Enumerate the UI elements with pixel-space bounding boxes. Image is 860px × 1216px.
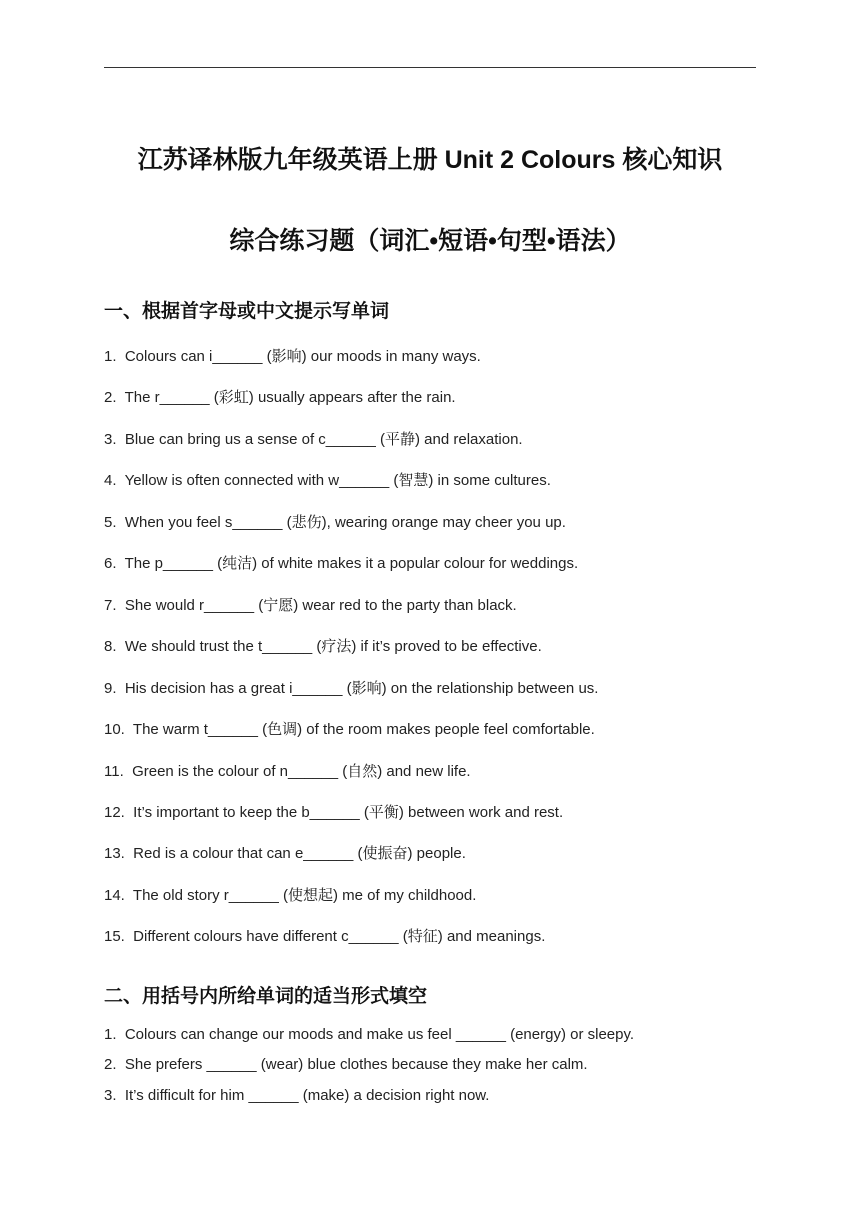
question-item: 2. The r______ (彩虹) usually appears after the rain. <box>104 389 456 406</box>
question-item: 14. The old story r______ (使想起) me of my childhood. <box>104 887 477 904</box>
question-item: 10. The warm t______ (色调) of the room makes people feel comfortable. <box>104 721 595 738</box>
question-item: 3. It’s difficult for him ______ (make) a decision right now. <box>104 1087 490 1104</box>
page-title-line-1: 江苏译林版九年级英语上册 Unit 2 Colours 核心知识 <box>137 146 723 174</box>
question-item: 15. Different colours have different c______ (特征) and meanings. <box>104 928 546 945</box>
section-1-heading: 一、根据首字母或中文提示写单词 <box>104 301 390 322</box>
page-title-line-2: 综合练习题（词汇•短语•句型•语法） <box>229 227 631 255</box>
question-item: 12. It’s important to keep the b______ (平衡) between work and rest. <box>104 804 564 821</box>
section-2-heading: 二、用括号内所给单词的适当形式填空 <box>104 986 428 1007</box>
question-item: 7. She would r______ (宁愿) wear red to the party than black. <box>104 597 517 614</box>
question-item: 13. Red is a colour that can e______ (使振奋) people. <box>104 845 466 862</box>
question-item: 8. We should trust the t______ (疗法) if it’s proved to be effective. <box>104 638 542 655</box>
question-item: 9. His decision has a great i______ (影响) on the relationship between us. <box>104 680 599 697</box>
question-item: 1. Colours can change our moods and make us feel ______ (energy) or sleepy. <box>104 1026 635 1043</box>
question-item: 1. Colours can i______ (影响) our moods in many ways. <box>104 348 481 365</box>
question-item: 6. The p______ (纯洁) of white makes it a popular colour for weddings. <box>104 555 579 572</box>
question-item: 2. She prefers ______ (wear) blue clothes because they make her calm. <box>104 1056 588 1073</box>
question-item: 3. Blue can bring us a sense of c______ (平静) and relaxation. <box>104 431 523 448</box>
header-rule <box>104 67 756 68</box>
question-item: 4. Yellow is often connected with w______ (智慧) in some cultures. <box>104 472 551 489</box>
question-item: 11. Green is the colour of n______ (自然) and new life. <box>104 763 471 780</box>
question-item: 5. When you feel s______ (悲伤), wearing orange may cheer you up. <box>104 514 566 531</box>
